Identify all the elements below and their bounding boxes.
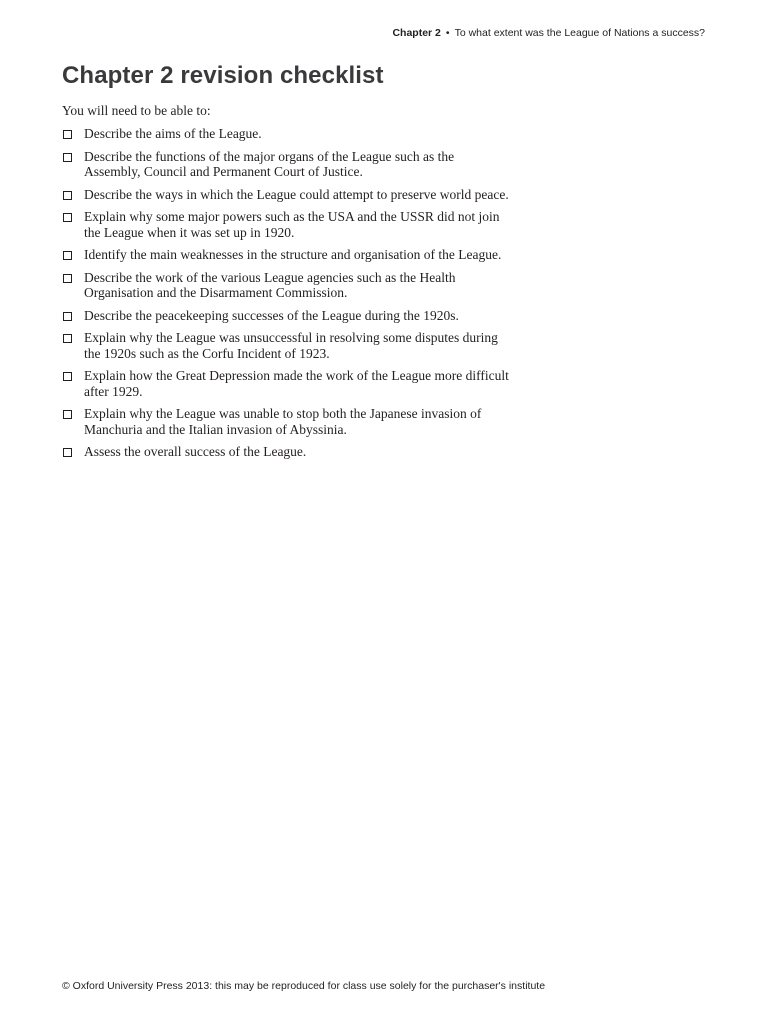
- checklist-item-text: Describe the work of the various League agencies such as the Health Organisation and the Disarmament Commission.: [84, 269, 456, 300]
- running-head-chapter: Chapter 2: [392, 27, 441, 39]
- checklist-item: [62, 330, 512, 361]
- checklist-item-text: Describe the aims of the League.: [84, 126, 262, 141]
- checkbox[interactable]: [63, 251, 72, 260]
- checkbox[interactable]: [63, 191, 72, 200]
- checkbox[interactable]: [63, 130, 72, 139]
- page-title: Chapter 2 revision checklist: [62, 62, 384, 89]
- checklist-item: [62, 187, 512, 203]
- checklist-item: [62, 406, 512, 437]
- checklist-item-text: Describe the functions of the major organs of the League such as the Assembly, Council and Permanent Court of Justice.: [84, 148, 455, 179]
- checklist-item: [62, 444, 512, 460]
- checkbox[interactable]: [63, 410, 72, 419]
- checklist-item-text: Explain why the League was unable to stop both the Japanese invasion of Manchuria and the Italian invasion of Abyssinia.: [84, 406, 482, 437]
- copyright-footer: © Oxford University Press 2013: this may be reproduced for class use solely for the purchaser's institute: [62, 980, 546, 992]
- intro-text: You will need to be able to:: [62, 103, 211, 118]
- checklist-item: [62, 149, 512, 180]
- checkbox[interactable]: [63, 448, 72, 457]
- checkbox[interactable]: [63, 312, 72, 321]
- checkbox[interactable]: [63, 153, 72, 162]
- checklist-item-text: Describe the peacekeeping successes of the League during the 1920s.: [84, 307, 459, 323]
- running-head-separator: •: [445, 27, 450, 39]
- checklist-item: [62, 126, 512, 142]
- checkbox[interactable]: [63, 372, 72, 381]
- checklist-item-text: Describe the ways in which the League could attempt to preserve world peace.: [84, 186, 509, 202]
- checklist-item-text: Assess the overall success of the League.: [84, 444, 307, 459]
- checklist-item-text: Explain how the Great Depression made the work of the League more difficult after 1929.: [84, 368, 509, 399]
- checklist-item: [62, 247, 512, 263]
- checkbox[interactable]: [63, 274, 72, 283]
- checklist-item: [62, 270, 512, 301]
- checklist-item-text: Explain why some major powers such as the USA and the USSR did not join the League when it was set up in 1920.: [84, 209, 500, 240]
- checklist-item-text: Explain why the League was unsuccessful in resolving some disputes during the 1920s such as the Corfu Incident of 1923.: [84, 330, 498, 361]
- checkbox[interactable]: [63, 213, 72, 222]
- checklist-item: [62, 368, 512, 399]
- running-head-question: To what extent was the League of Nations a success?: [454, 27, 705, 39]
- running-head: [392, 27, 705, 39]
- revision-checklist: [62, 126, 512, 467]
- checkbox[interactable]: [63, 334, 72, 343]
- checklist-item-text: Identify the main weaknesses in the structure and organisation of the League.: [84, 247, 502, 262]
- checklist-item: [62, 209, 512, 240]
- checklist-item: [62, 308, 512, 324]
